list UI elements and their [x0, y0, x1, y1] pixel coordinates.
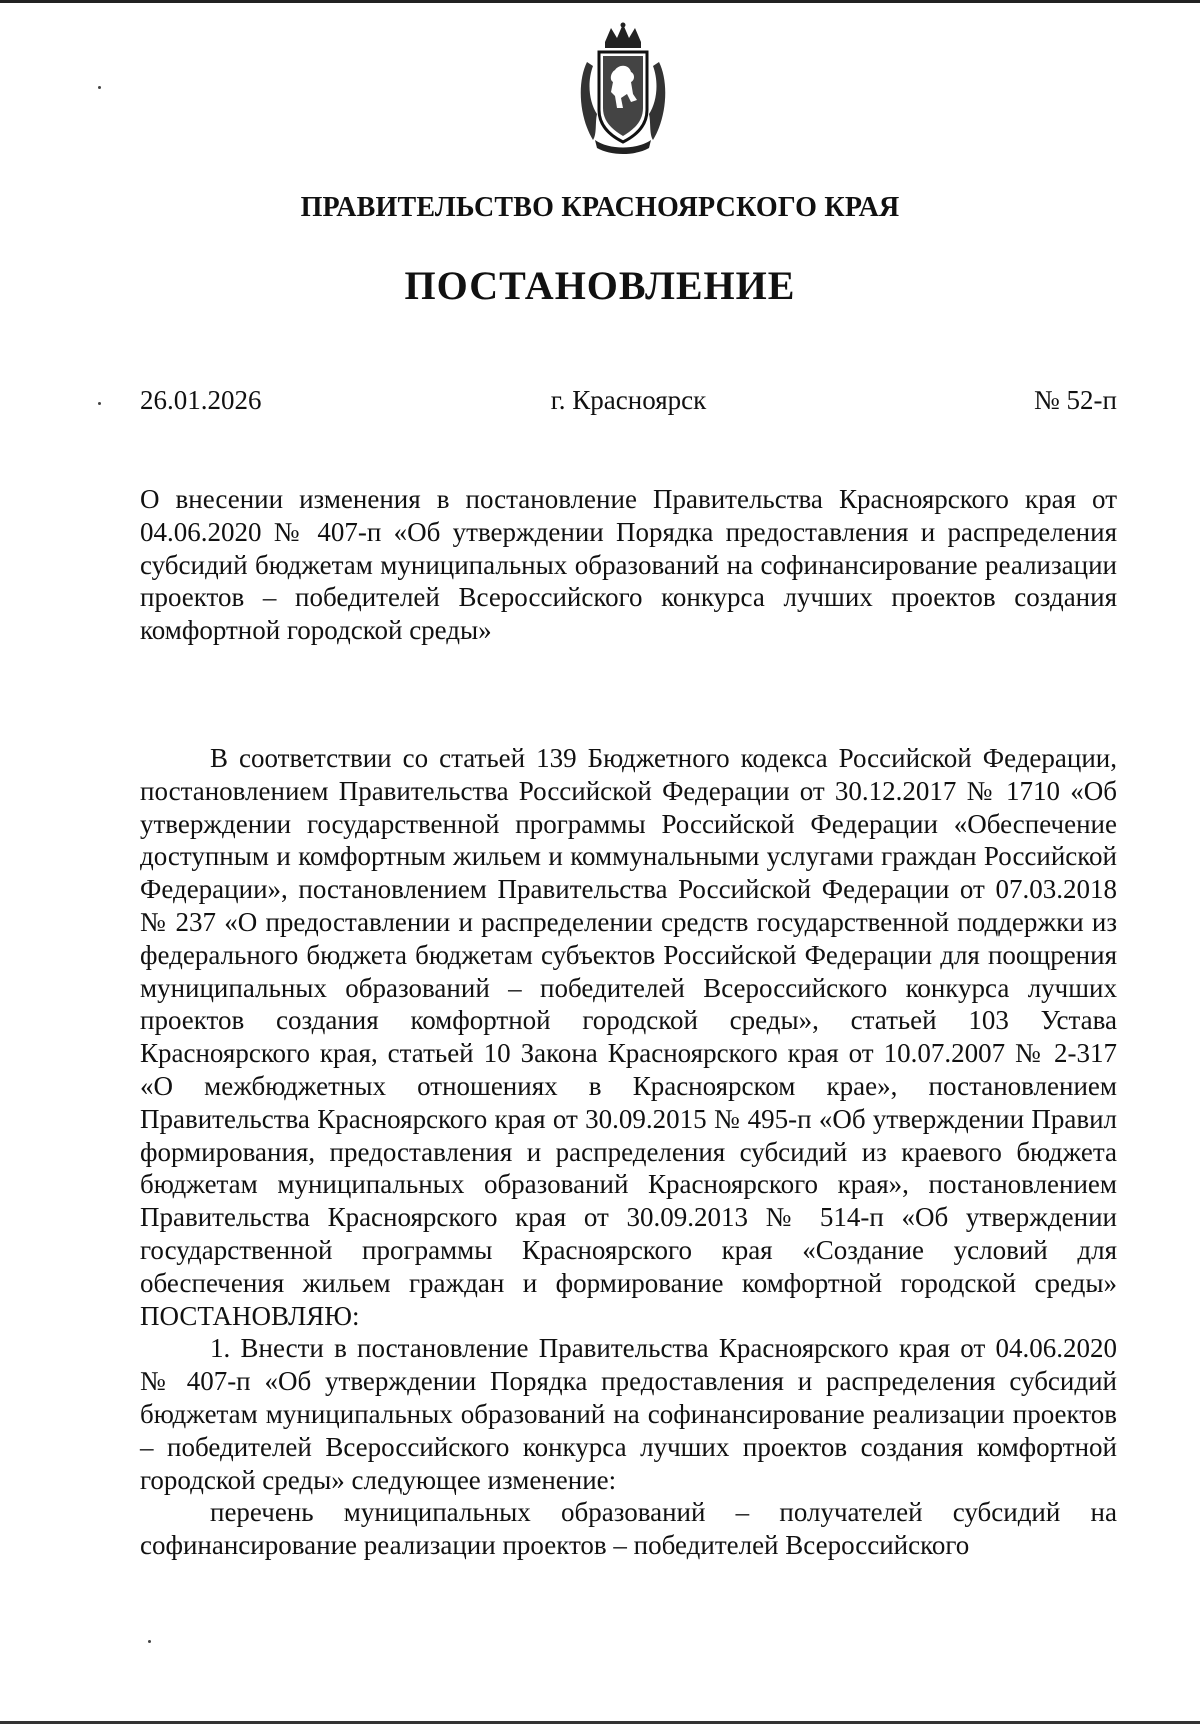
organization-title: ПРАВИТЕЛЬСТВО КРАСНОЯРСКОГО КРАЯ [300, 192, 900, 223]
document-city: г. Красноярск [550, 385, 707, 415]
document-subject: О внесении изменения в постановление Правительства Красноярского края от 04.06.2020 № 407-п «Об утверждении Порядка предоставления и распределения субсидий бюджетам муниципальных образований на софинансирование реализации проектов – победителей Всероссийского конкурса лучших проектов создания комфортной городской среды» [140, 484, 1117, 646]
document-date: 26.01.2026 [140, 385, 262, 415]
document-content [140, 483, 1117, 1562]
document-number: № 52-п [1034, 385, 1117, 415]
item-1-continuation-paragraph: перечень муниципальных образований – получателей субсидий на софинансирование реализации проектов – победителей Всероссийского [140, 1497, 1117, 1561]
document-meta-row [140, 385, 1117, 419]
document-type-title: ПОСТАНОВЛЕНИЕ [404, 263, 796, 308]
scan-speck [98, 86, 101, 89]
item-1-paragraph: 1. Внести в постановление Правительства Красноярского края от 04.06.2020 № 407-п «Об утверждении Порядка предоставления и распределения субсидий бюджетам муниципальных образований на софинансирование реализации проектов – победителей Всероссийского конкурса лучших проектов создания комфортной городской среды» следующее изменение: [140, 1333, 1117, 1495]
scan-top-edge [0, 0, 1200, 3]
preamble-paragraph: В соответствии со статьей 139 Бюджетного кодекса Российской Федерации, постановлением Правительства Российской Федерации от 30.12.2017 № 1710 «Об утверждении государственной программы Российской Федерации «Обеспечение доступным и комфортным жильем и коммунальными услугами граждан Российской Федерации», постановлением Правительства Российской Федерации от 07.03.2018 № 237 «О предоставлении и распределении средств государственной поддержки из федерального бюджета бюджетам субъектов Российской Федерации для поощрения муниципальных образований – победителей Всероссийского конкурса лучших проектов создания комфортной городской среды», статьей 103 Устава Красноярского края, статьей 10 Закона Красноярского края от 10.07.2007 № 2-317 «О межбюджетных отношениях в Красноярском крае», постановлением Правительства Красноярского края от 30.09.2015 № 495-п «Об утверждении Правил формирования, предоставления и распределения субсидий из краевого бюджета бюджетам муниципальных образований Красноярского края», постановлением Правительства Красноярского края от 30.09.2013 № 514-п «Об утверждении государственной программы Красноярского края «Создание условий для обеспечения жильем граждан и формирование комфортной городской среды» ПОСТАНОВЛЯЮ: [140, 742, 1117, 1331]
scan-speck [148, 1640, 151, 1643]
scan-speck [98, 402, 101, 405]
spacer [140, 647, 1117, 742]
krasnoyarsk-coat-of-arms-icon [575, 22, 671, 158]
